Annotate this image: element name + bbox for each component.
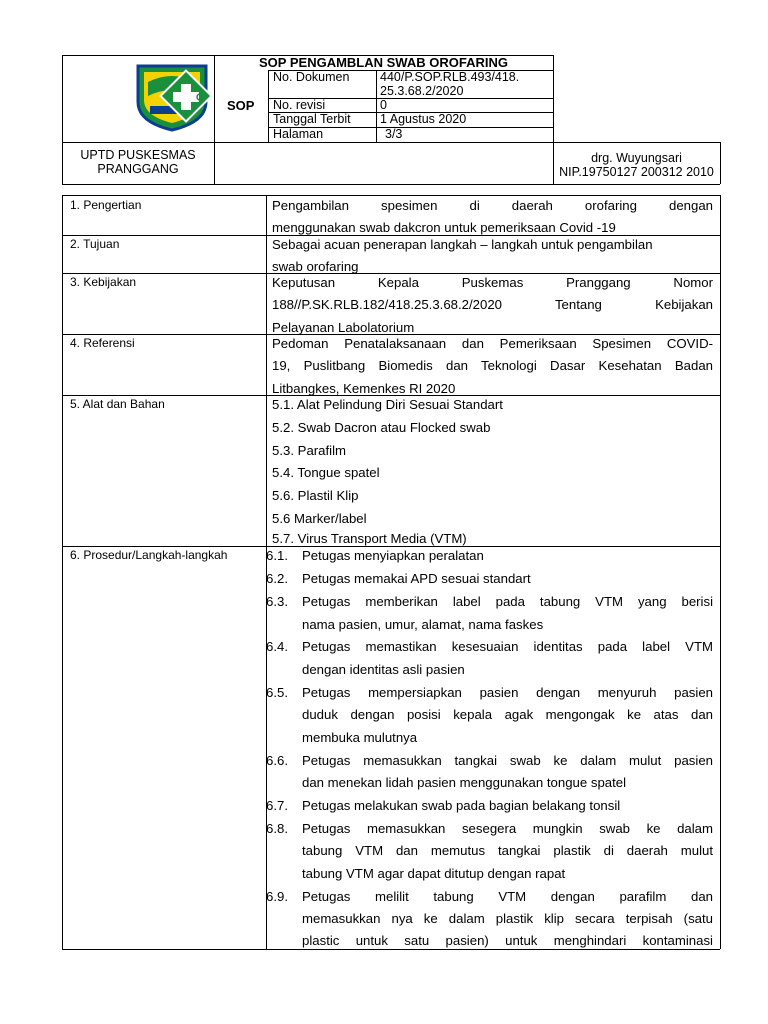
alat-bahan-item: 5.4. Tongue spatel	[272, 465, 380, 480]
puskesmas-logo	[134, 62, 230, 132]
step-text: Petugas melakukan swab pada bagian belakang tonsil	[302, 798, 621, 813]
step-text: duduk dengan posisi kepala agak mengongak ke atas dan	[302, 707, 713, 722]
step-text: dan menekan lidah pasien menggunakan tongue spatel	[302, 775, 627, 790]
step-text: Petugas memastikan kesesuaian identitas pada label VTM	[302, 639, 713, 654]
referensi-line: 19, Puslitbang Biomedis dan Teknologi Dasar Kesehatan Badan	[272, 358, 713, 373]
step-text: Petugas memakai APD sesuai standart	[302, 571, 531, 586]
step-text: tabung VTM dan memutus tangkai plastik di daerah mulut	[302, 843, 713, 858]
signer-name: drg. Wuyungsari	[591, 151, 682, 165]
step-text: Petugas mempersiapkan pasien dengan menyuruh pasien	[302, 685, 713, 700]
alat-bahan-item: 5.2. Swab Dacron atau Flocked swab	[272, 420, 491, 435]
field-label-doc-number: No. Dokumen	[273, 70, 350, 84]
document-title: SOP PENGAMBLAN SWAB OROFARING	[259, 55, 508, 70]
step-number: 6.8.	[266, 821, 288, 836]
alat-bahan-item: 5.6. Plastil Klip	[272, 488, 359, 503]
field-value-doc-number-line1: 440/P.SOP.RLB.493/418.	[380, 70, 520, 84]
alat-bahan-item: 5.7. Virus Transport Media (VTM)	[272, 531, 467, 546]
signer-nip: NIP.19750127 200312 2010	[559, 165, 714, 179]
field-value-revision: 0	[380, 98, 387, 112]
step-text: Petugas memasukkan tangkai swab ke dalam mulut pasien	[302, 753, 713, 768]
tujuan-line: Sebagai acuan penerapan langkah – langkah untuk pengambilan	[272, 237, 653, 252]
logo-graphic	[134, 62, 230, 132]
referensi-line: Pedoman Penatalaksanaan dan Pemeriksaan Spesimen COVID-	[272, 336, 713, 351]
section-label-alat-bahan: 5. Alat dan Bahan	[70, 397, 165, 411]
alat-bahan-item: 5.6 Marker/label	[272, 511, 367, 526]
pengertian-line: menggunakan swab dakcron untuk pemeriksaan Covid -19	[272, 220, 616, 235]
step-number: 6.1.	[266, 548, 288, 563]
field-label-page: Halaman	[273, 127, 324, 141]
step-text: Petugas memasukkan sesegera mungkin swab ke dalam	[302, 821, 713, 836]
step-text: dengan identitas asli pasien	[302, 662, 465, 677]
step-number: 6.3.	[266, 594, 288, 609]
alat-bahan-item: 5.1. Alat Pelindung Diri Sesuai Standart	[272, 397, 503, 412]
step-text: Petugas menyiapkan peralatan	[302, 548, 484, 563]
field-value-page: 3/3	[385, 127, 403, 141]
org-name-line2: PRANGGANG	[97, 162, 179, 176]
referensi-line: Litbangkes, Kemenkes RI 2020	[272, 381, 456, 396]
step-number: 6.4.	[266, 639, 288, 654]
step-number: 6.9.	[266, 889, 288, 904]
step-number: 6.5.	[266, 685, 288, 700]
org-name-line1: UPTD PUSKESMAS	[80, 148, 196, 162]
tujuan-line: swab orofaring	[272, 259, 359, 274]
sop-label: SOP	[227, 98, 255, 113]
section-label-kebijakan: 3. Kebijakan	[70, 275, 137, 289]
step-number: 6.7.	[266, 798, 288, 813]
alat-bahan-item: 5.3. Parafilm	[272, 443, 347, 458]
section-label-referensi: 4. Referensi	[70, 336, 135, 350]
step-text: Petugas memberikan label pada tabung VTM yang berisi	[302, 594, 713, 609]
step-number: 6.2.	[266, 571, 288, 586]
step-text: nama pasien, umur, alamat, nama faskes	[302, 617, 544, 632]
section-label-prosedur: 6. Prosedur/Langkah-langkah	[70, 548, 228, 562]
field-value-doc-number-line2: 25.3.68.2/2020	[380, 84, 464, 98]
field-label-revision: No. revisi	[273, 98, 326, 112]
pengertian-line: Pengambilan spesimen di daerah orofaring dengan	[272, 198, 713, 213]
step-text: Petugas melilit tabung VTM dengan parafilm dan	[302, 889, 713, 904]
field-value-issue-date: 1 Agustus 2020	[380, 112, 467, 126]
section-label-pengertian: 1. Pengertian	[70, 198, 142, 212]
step-text: plastic untuk satu pasien) untuk menghindari kontaminasi	[302, 933, 713, 948]
section-label-tujuan: 2. Tujuan	[70, 237, 120, 251]
step-text: tabung VTM agar dapat ditutup dengan rapat	[302, 866, 566, 881]
kebijakan-line: Keputusan Kepala Puskemas Pranggang Nomor	[272, 275, 713, 290]
field-label-issue-date: Tanggal Terbit	[273, 112, 351, 126]
step-text: memasukkan nya ke dalam plastik klip secara terpisah (satu	[302, 911, 713, 926]
step-text: membuka mulutnya	[302, 730, 418, 745]
step-number: 6.6.	[266, 753, 288, 768]
kebijakan-line: 188//P.SK.RLB.182/418.25.3.68.2/2020 Tentang Kebijakan	[272, 297, 713, 312]
kebijakan-line: Pelayanan Labolatorium	[272, 320, 415, 335]
